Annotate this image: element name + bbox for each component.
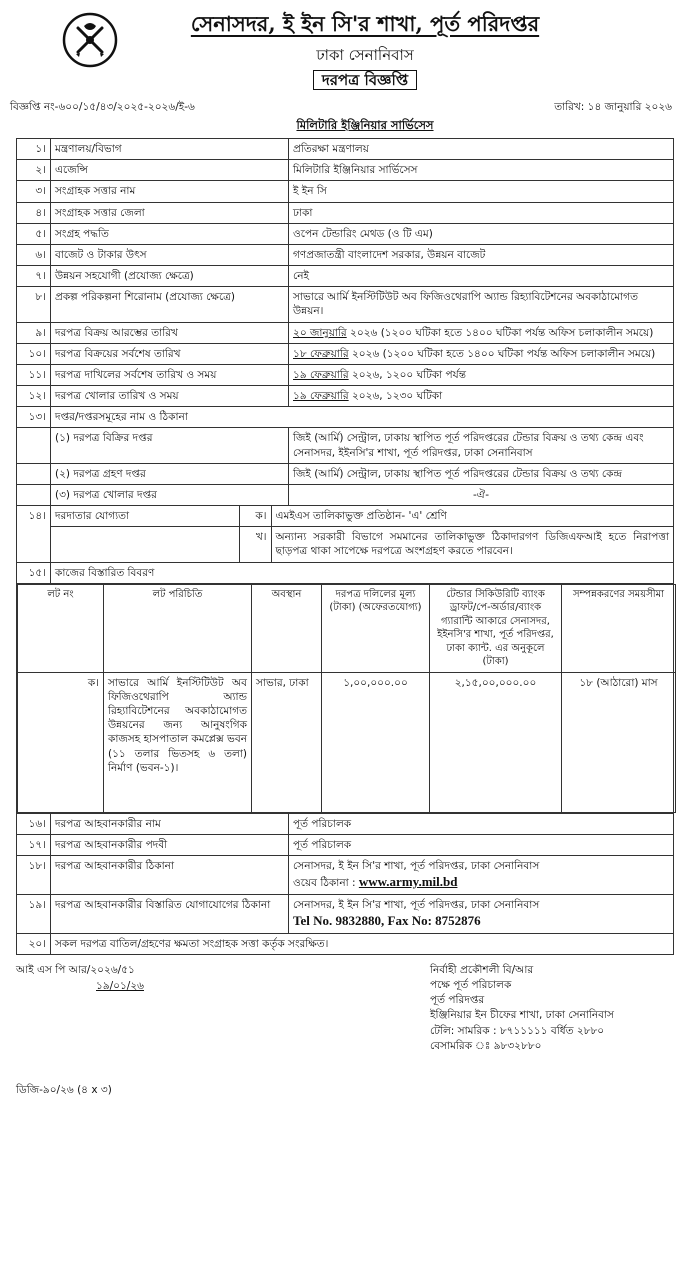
- table-row: [17, 933, 674, 954]
- row-label: উন্নয়ন সহযোগী (প্রযোজ্য ক্ষেত্রে): [51, 266, 289, 287]
- footer: [10, 959, 680, 1109]
- eligibility-inner-row: [51, 527, 673, 561]
- work-row: [17, 583, 674, 813]
- lot-description: সাভারে আর্মি ইনস্টিটিউট অব ফিজিওথেরাপি অ্যান্ড রিহ্যাবিটেশনের অবকাঠামোগত উন্নয়নের জন্য আনুষংগিক কাজসহ হাসপাতাল কমপ্লেক্স ভবন (১১ তলার ভিতসহ ৬ তলা) নির্মাণ (ভবন-১)।: [104, 672, 252, 812]
- row-value-text: ঢাকা: [293, 206, 313, 219]
- lot-row: [18, 672, 676, 812]
- table-row: [17, 856, 674, 895]
- table-row: [17, 266, 674, 287]
- eligibility-row: [17, 527, 674, 562]
- row-label: দরপত্র আহবানকারীর পদবী: [51, 834, 289, 855]
- subtitle: ঢাকা সেনানিবাস: [316, 46, 414, 64]
- row-label: সংগ্রহ পদ্ধতি: [51, 223, 289, 244]
- row-value: পূর্ত পরিচালক: [289, 834, 674, 855]
- ispr-number: আই এস পি আর/২০২৬/৫১: [16, 963, 135, 976]
- notice-title: [10, 70, 680, 90]
- row-label: সংগ্রাহক সত্তার নাম: [51, 181, 289, 202]
- work-header: দরপত্র দলিলের মূল্য (টাকা) (অফেরতযোগ্য): [322, 584, 430, 672]
- row-value: [289, 343, 674, 364]
- row-value: [289, 139, 674, 160]
- row-number: ৭।: [17, 266, 51, 287]
- eligibility-cell: [51, 527, 674, 562]
- row-number: [17, 463, 51, 484]
- table-row: [17, 562, 674, 583]
- row-number: ৯।: [17, 322, 51, 343]
- row-number: ১৮।: [17, 856, 51, 895]
- eligibility-label: দরদাতার যোগ্যতা: [51, 506, 239, 526]
- reference-number: বিজ্ঞপ্তি নং-৬০০/১৫/৪৩/২০২৫-২০২৬/ই-৬: [10, 101, 195, 113]
- work-header-row: [18, 584, 676, 672]
- signature-line: পক্ষে পূর্ত পরিচালক: [430, 978, 512, 991]
- work-table: [17, 584, 676, 813]
- row-label: দরপত্র খোলার তারিখ ও সময়: [51, 386, 289, 407]
- row-value: [289, 223, 674, 244]
- row-value-text: ওপেন টেন্ডারিং মেথড (ও টি এম): [293, 227, 433, 240]
- row-number: ৩।: [17, 181, 51, 202]
- lot-number: ক।: [18, 672, 104, 812]
- row-number: ১৩।: [17, 407, 51, 428]
- phone-fax: Tel No. 9832880, Fax No: 8752876: [293, 913, 481, 929]
- signature-line: টেলি: সামরিক : ৮৭১১১১১ বর্ধিত ২৮৮০: [430, 1024, 605, 1037]
- eligibility-cell: [51, 506, 674, 527]
- table-row: [17, 181, 674, 202]
- row-number: ৫।: [17, 223, 51, 244]
- row-value: [289, 266, 674, 287]
- ispr-date: ১৯/০১/২৬: [96, 979, 144, 992]
- ispr-block: [16, 963, 144, 993]
- work-header: লট পরিচিতি: [104, 584, 252, 672]
- table-row: [17, 343, 674, 364]
- lot-duration: ১৮ (আঠারো) মাস: [562, 672, 676, 812]
- row-value: পূর্ত পরিচালক: [289, 813, 674, 834]
- web-line: [293, 873, 669, 891]
- table-row: [17, 223, 674, 244]
- row-number: ৮।: [17, 287, 51, 322]
- row-label: দরপত্র আহবানকারীর ঠিকানা: [51, 856, 289, 895]
- table-row: [17, 244, 674, 265]
- table-row: [17, 834, 674, 855]
- row-value-text: নেই: [293, 270, 309, 283]
- contact-value: [289, 894, 674, 933]
- row-label: প্রকল্প পরিকল্পনা শিরোনাম (প্রযোজ্য ক্ষেত্রে): [51, 287, 289, 322]
- eligibility-inner-row: [51, 506, 673, 526]
- table-row: [17, 364, 674, 385]
- table-row: [17, 407, 674, 428]
- table-row: [17, 139, 674, 160]
- final-note: সকল দরপত্র বাতিল/গ্রহণের ক্ষমতা সংগ্রাহক সত্তা কর্তৃক সংরক্ষিত।: [51, 933, 674, 954]
- row-value-text: ২০২৬ (১২০০ ঘটিকা হতে ১৪০০ ঘটিকা পর্যন্ত অফিস চলাকালীন সময়ে): [348, 347, 656, 360]
- row-label: দপ্তর/দপ্তরসমূহের নাম ও ঠিকানা: [51, 407, 674, 428]
- row-value: [289, 322, 674, 343]
- signature-line: পূর্ত পরিদপ্তর: [430, 994, 485, 1007]
- eligibility-row: [17, 506, 674, 527]
- row-number: ১।: [17, 139, 51, 160]
- row-label: দরপত্র আহবানকারীর বিস্তারিত যোগাযোগের ঠিকানা: [51, 894, 289, 933]
- row-label: এজেন্সি: [51, 160, 289, 181]
- dg-code: ডিজি-৯০/২৬ (৪ x ৩): [16, 1083, 112, 1096]
- office-row: [17, 428, 674, 463]
- office-row: [17, 484, 674, 505]
- eligibility-inner: [51, 506, 673, 526]
- row-number: ১৯।: [17, 894, 51, 933]
- table-row: [17, 287, 674, 322]
- row-value-text: ই ইন সি: [293, 185, 327, 198]
- row-label: দরপত্র বিক্রয়ের সর্বশেষ তারিখ: [51, 343, 289, 364]
- row-value-text: ২০২৬, ১২৩০ ঘটিকা: [348, 390, 443, 403]
- agency-title: মিলিটারি ইঞ্জিনিয়ার সার্ভিসেস: [296, 118, 434, 132]
- office-label: (১) দরপত্র বিক্রির দপ্তর: [51, 428, 289, 463]
- row-number: ১৬।: [17, 813, 51, 834]
- table-row: [17, 202, 674, 223]
- row-value-date: ১৯ ফেব্রুয়ারি: [293, 390, 349, 403]
- row-number: ১৫।: [17, 562, 51, 583]
- row-label: দরপত্র দাখিলের সর্বশেষ তারিখ ও সময়: [51, 364, 289, 385]
- row-number: ২০।: [17, 933, 51, 954]
- row-number: [17, 484, 51, 505]
- lot-document-price: ১,০০,০০০.০০: [322, 672, 430, 812]
- row-number: ১২।: [17, 386, 51, 407]
- row-number: ৪।: [17, 202, 51, 223]
- address-value: [289, 856, 674, 895]
- eligibility-key: খ।: [239, 527, 271, 561]
- row-value-text: ২০২৬ (১২০০ ঘটিকা হতে ১৪০০ ঘটিকা পর্যন্ত অফিস চলাকালীন সময়ে): [346, 326, 654, 339]
- row-value: [289, 386, 674, 407]
- row-number: ১৪।: [17, 506, 51, 563]
- eligibility-key: ক।: [239, 506, 271, 526]
- row-value: [289, 181, 674, 202]
- row-number: [17, 428, 51, 463]
- row-number: ৬।: [17, 244, 51, 265]
- page-title: সেনাসদর, ই ইন সি'র শাখা, পূর্ত পরিদপ্তর: [190, 11, 540, 36]
- work-header: অবস্থান: [252, 584, 322, 672]
- notice-label: দরপত্র বিজ্ঞপ্তি: [313, 70, 417, 90]
- eligibility-inner: [51, 527, 673, 561]
- row-label: দরপত্র বিক্রয় আরম্ভের তারিখ: [51, 322, 289, 343]
- row-value-date: ২০ জানুয়ারি: [293, 326, 347, 339]
- office-value: -ঐ-: [289, 484, 674, 505]
- tender-table: [16, 138, 674, 955]
- row-value-date: ১৮ ফেব্রুয়ারি: [293, 347, 349, 360]
- row-number: ১১।: [17, 364, 51, 385]
- row-value: [289, 287, 674, 322]
- table-row: [17, 386, 674, 407]
- row-number: ১৭।: [17, 834, 51, 855]
- address-text: সেনাসদর, ই ইন সি'র শাখা, পূর্ত পরিদপ্তর, ঢাকা সেনানিবাস: [293, 860, 540, 873]
- signature-line: ইঞ্জিনিয়ার ইন চীফের শাখা, ঢাকা সেনানিবাস: [430, 1009, 614, 1022]
- row-label: মন্ত্রণালয়/বিভাগ: [51, 139, 289, 160]
- contact-text: সেনাসদর, ই ইন সি'র শাখা, পূর্ত পরিদপ্তর, ঢাকা সেনানিবাস: [293, 898, 540, 911]
- notice-date: তারিখ: ১৪ জানুয়ারি ২০২৬: [554, 101, 672, 113]
- work-header: লট নং: [18, 584, 104, 672]
- row-label: বাজেট ও টাকার উৎস: [51, 244, 289, 265]
- lot-location: সাভার, ঢাকা: [252, 672, 322, 812]
- work-cell: [17, 583, 674, 813]
- eligibility-label: [51, 527, 239, 561]
- table-row: [17, 322, 674, 343]
- office-label: (৩) দরপত্র খোলার দপ্তর: [51, 484, 289, 505]
- row-value: [289, 364, 674, 385]
- row-label: দরপত্র আহবানকারীর নাম: [51, 813, 289, 834]
- table-row: [17, 894, 674, 933]
- row-value-text: ২০২৬, ১২০০ ঘটিকা পর্যন্ত: [348, 368, 466, 381]
- website-link[interactable]: www.army.mil.bd: [358, 874, 458, 890]
- row-value: [289, 160, 674, 181]
- row-value: [289, 244, 674, 265]
- row-number: ১০।: [17, 343, 51, 364]
- signature-block: [430, 963, 614, 1054]
- eligibility-value: অন্যান্য সরকারী বিভাগে সমমানের তালিকাভুক্ত ঠিকাদারগণ ডিজিএফআই হতে নিরাপত্তা ছাড়পত্র থাকা সাপেক্ষে দরপত্রে অংশগ্রহণ করতে পারবেন।: [275, 531, 669, 558]
- row-value-date: ১৯ ফেব্রুয়ারি: [293, 368, 349, 381]
- signature-line: বেসামরিক ঃ ৯৮৩২৮৮০: [430, 1039, 542, 1052]
- lot-security: ২,১৫,০০,০০০.০০: [430, 672, 562, 812]
- reference-line: [10, 100, 680, 118]
- office-value: জিই (আর্মি) সেন্ট্রাল, ঢাকায় স্থাপিত পূর্ত পরিদপ্তরের টেন্ডার বিক্রয় ও তথ্য কেন্দ্র: [289, 463, 674, 484]
- eligibility-value: এমইএস তালিকাভুক্ত প্রতিষ্ঠান- 'এ' শ্রেণি: [275, 510, 447, 523]
- row-value-text: সাভারে আর্মি ইনস্টিটিউট অব ফিজিওথেরাপি অ্যান্ড রিহ্যাবিটেশনের অবকাঠামোগত উন্নয়ন।: [293, 291, 638, 318]
- table-row: [17, 160, 674, 181]
- row-value: [289, 202, 674, 223]
- office-value: জিই (আর্মি) সেন্ট্রাল, ঢাকায় স্থাপিত পূর্ত পরিদপ্তরের টেন্ডার বিক্রয় ও তথ্য কেন্দ্র এবং সেনাসদর, ইইনসি'র শাখা, পূর্ত পরিদপ্তর, ঢাকা সেনানিবাস: [289, 428, 674, 463]
- table-row: [17, 813, 674, 834]
- row-value-text: মিলিটারি ইঞ্জিনিয়ার সার্ভিসেস: [293, 164, 418, 177]
- row-value-text: প্রতিরক্ষা মন্ত্রণালয়: [293, 143, 369, 155]
- web-label: ওয়েব ঠিকানা :: [293, 877, 359, 890]
- signature-line: নির্বাহী প্রকৌশলী বি/আর: [430, 963, 534, 976]
- row-label: কাজের বিস্তারিত বিবরণ: [51, 562, 674, 583]
- office-row: [17, 463, 674, 484]
- header: [10, 0, 680, 96]
- row-label: সংগ্রাহক সত্তার জেলা: [51, 202, 289, 223]
- row-value-text: গণপ্রজাতন্ত্রী বাংলাদেশ সরকার, উন্নয়ন বাজেট: [293, 248, 486, 261]
- office-label: (২) দরপত্র গ্রহণ দপ্তর: [51, 463, 289, 484]
- work-header: টেন্ডার সিকিউরিটি ব্যাংক ড্রাফট/পে-অর্ডার/ব্যাংক গ্যারান্টি আকারে সেনাসদর, ইইনসি'র শাখা, পূর্ত পরিদপ্তর, ঢাকা ক্যান্ট. এর অনুকূলে (টাকা): [430, 584, 562, 672]
- work-header: সম্পন্নকরণের সময়সীমা: [562, 584, 676, 672]
- row-number: ২।: [17, 160, 51, 181]
